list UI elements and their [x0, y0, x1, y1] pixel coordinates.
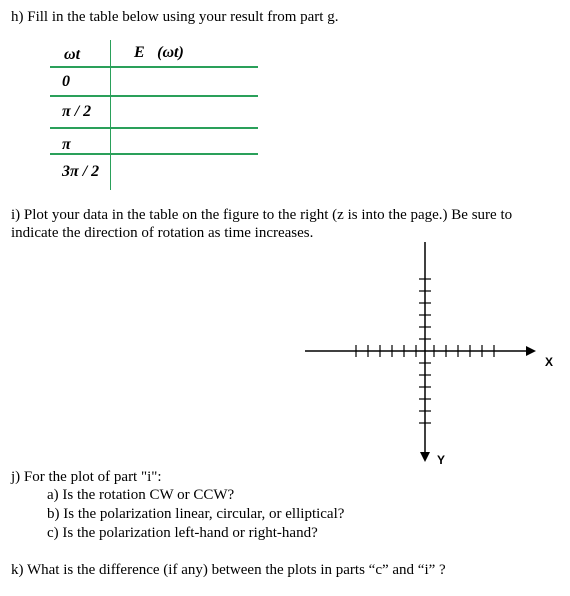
table-row-label: 0 — [62, 73, 70, 90]
part-h-question: h) Fill in the table below using your result from part g. — [11, 9, 339, 25]
part-j-question-b: b) Is the polarization linear, circular, or elliptical? — [47, 506, 345, 522]
part-i-line-1: i) Plot your data in the table on the figure to the right (z is into the page.) Be sure to — [11, 207, 513, 223]
table-row-label: 3π / 2 — [62, 163, 100, 180]
x-axis-label: X — [545, 355, 554, 369]
table-header-omega-t: ωt — [64, 46, 81, 63]
part-k-question: k) What is the difference (if any) between the plots in parts “c” and “i” ? — [11, 562, 446, 578]
y-axis-label: Y — [437, 453, 446, 467]
table-header-e-field: E⃗(ωt) — [134, 44, 184, 61]
part-j-question-c: c) Is the polarization left-hand or right-hand? — [47, 525, 318, 541]
part-j-question-a: a) Is the rotation CW or CCW? — [47, 487, 235, 503]
x-axis-arrowhead — [526, 346, 536, 356]
part-i-line-2: indicate the direction of rotation as time increases. — [11, 225, 314, 241]
y-axis-arrowhead — [420, 452, 430, 462]
part-j-intro: j) For the plot of part "i": — [11, 469, 162, 485]
table-row-label: π / 2 — [62, 103, 92, 120]
table-row-label: π — [62, 136, 71, 153]
